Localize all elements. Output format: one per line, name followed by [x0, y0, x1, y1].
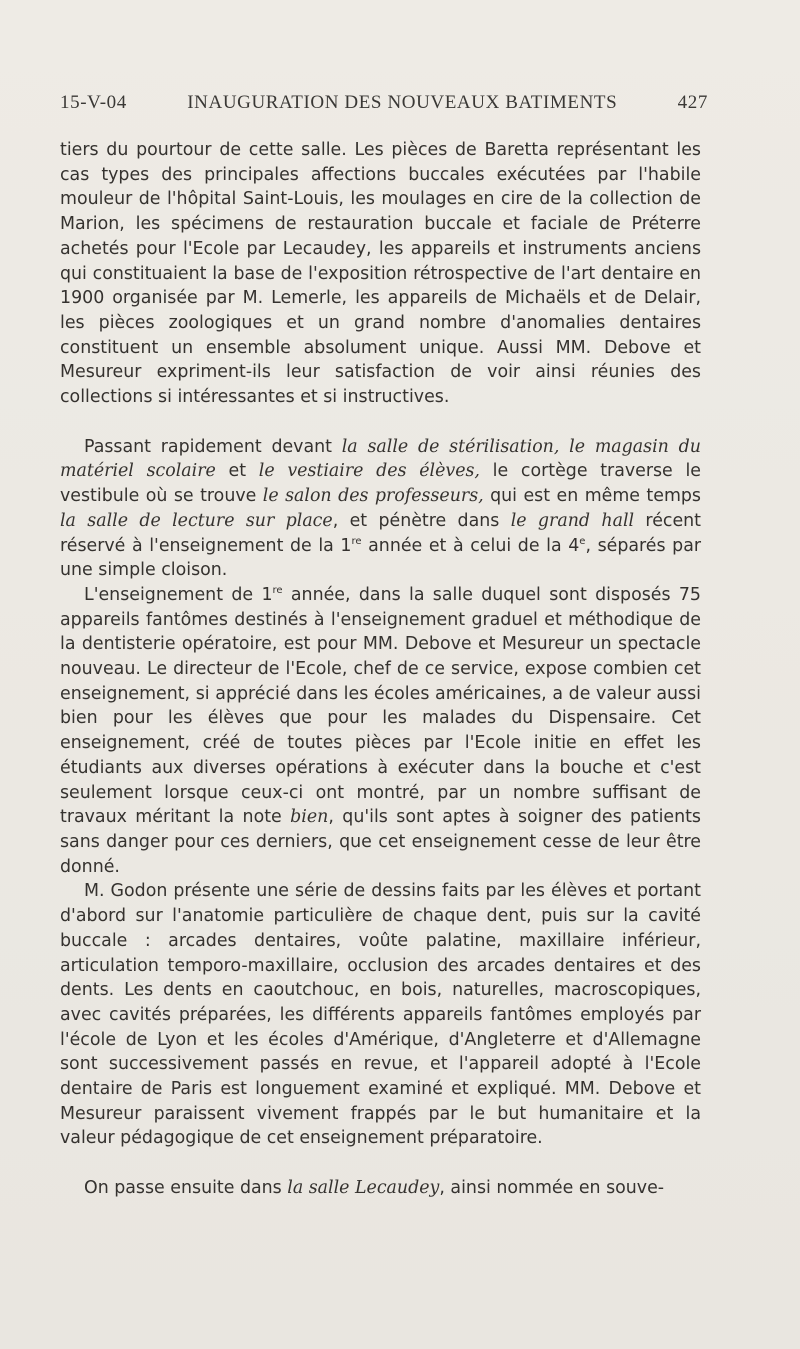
- text-run: le cortège traverse le vestibule où se trouve: [60, 461, 701, 507]
- paragraph-3: [60, 583, 701, 879]
- italic-text: le grand hall: [510, 510, 635, 531]
- text-run: tiers du pourtour de cette salle. Les pièces de Baretta représentant les cas types des principales affections buccales exécutées par l'habile mouleur de l'hôpital Saint-Louis, les moulages en cire de la collection de Marion, les spécimens de restauration buccale et faciale de Préterre achetés pour l'Ecole par Lecaudey, les appareils et instruments anciens qui constituaient la base de l'exposition rétrospective de l'art dentaire en 1900 organisée par M. Lemerle, les appareils de Michaëls et de Delair, les pièces zoologiques et un grand nombre d'anomalies dentaires constituent un ensemble absolument unique. Aussi MM. Debove et Mesureur expriment-ils leur satisfaction de voir ainsi réunies des collections si intéressantes et si instructives.: [60, 140, 701, 408]
- text-run: Passant rapidement devant: [84, 436, 342, 457]
- text-run: , ainsi nommée en souve-: [439, 1178, 665, 1199]
- text-run: , séparés par une simple cloison.: [60, 535, 701, 581]
- header-title: INAUGURATION DES NOUVEAUX BATIMENTS: [187, 92, 618, 113]
- italic-text: bien: [290, 807, 329, 828]
- header-date: 15-V-04: [60, 92, 127, 113]
- running-header: [60, 92, 708, 114]
- italic-text: le vestiaire des élèves,: [258, 461, 480, 482]
- text-run: année, dans la salle duquel sont disposés 75 appareils fantômes destinés à l'enseignement graduel et méthodique de la dentisterie opératoire, est pour MM. Debove et Mesureur un spectacle nouveau. Le directeur de l'Ecole, chef de ce service, expose combien cet enseignement, si apprécié dans les écoles américaines, a de valeur aussi bien pour les élèves que pour les malades du Dispensaire. Cet enseignement, créé de toutes pièces par l'Ecole initie en effet les étudiants aux diverses opérations à exécuter dans la bouche et c'est seulement lorsque ceux-ci ont montré, par un nombre suffisant de travaux méritant la note: [60, 584, 702, 828]
- text-run: On passe ensuite dans: [84, 1178, 288, 1199]
- text-run: récent réservé à l'enseignement de la 1: [60, 510, 701, 556]
- paragraph-1: [60, 138, 701, 410]
- superscript: re: [272, 585, 283, 597]
- superscript: e: [579, 535, 586, 547]
- text-run: année et à celui de la 4: [361, 535, 580, 556]
- italic-text: la salle de stérilisation, le magasin du matériel scolaire: [60, 436, 701, 482]
- text-run: , qu'ils sont aptes à soigner des patients sans danger pour ces derniers, que cet enseignement cesse de leur être donné.: [60, 807, 701, 877]
- paragraph-5: [60, 1176, 701, 1201]
- page-number: 427: [677, 92, 708, 113]
- page-body: [60, 138, 701, 1201]
- text-run: qui est en même temps: [483, 486, 701, 507]
- text-run: , et pénètre dans: [332, 510, 511, 531]
- text-run: et: [215, 461, 259, 482]
- text-run: L'enseignement de 1: [84, 584, 273, 605]
- superscript: re: [351, 535, 362, 547]
- italic-text: la salle de lecture sur place: [60, 510, 333, 531]
- paragraph-4: [60, 879, 701, 1151]
- paragraph-2: [60, 435, 701, 583]
- italic-text: le salon des professeurs,: [262, 486, 484, 507]
- italic-text: la salle Lecaudey: [287, 1178, 440, 1199]
- text-run: M. Godon présente une série de dessins faits par les élèves et portant d'abord sur l'anatomie particulière de chaque dent, puis sur la cavité buccale : arcades dentaires, voûte palatine, maxillaire inférieur, articulation temporo-maxillaire, occlusion des arcades dentaires et des dents. Les dents en caoutchouc, en bois, naturelles, macroscopiques, avec cavités préparées, les différents appareils fantômes employés par l'école de Lyon et les écoles d'Amérique, d'Angleterre et d'Allemagne sont successivement passés en revue, et l'appareil adopté à l'Ecole dentaire de Paris est longuement examiné et expliqué. MM. Debove et Mesureur paraissent vivement frappés par le but humanitaire et la valeur pédagogique de cet enseignement préparatoire.: [60, 881, 701, 1149]
